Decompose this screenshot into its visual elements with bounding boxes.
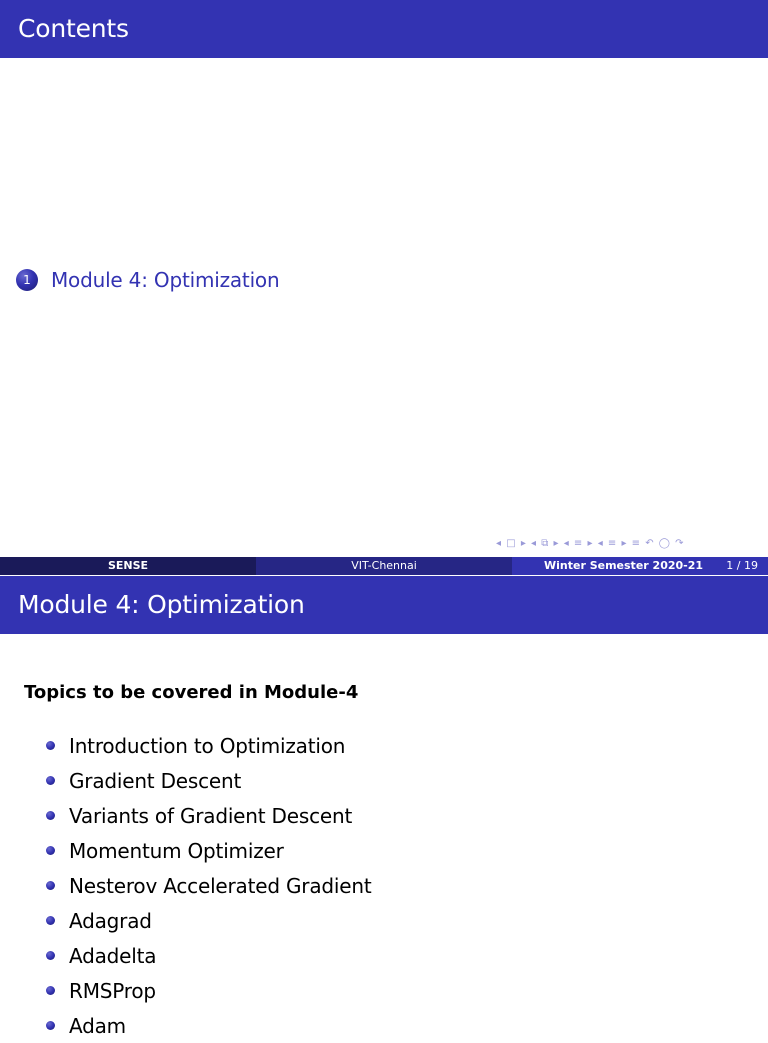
list-item [46, 833, 371, 868]
list-item [46, 728, 371, 763]
list-item-text: Momentum Optimizer [69, 838, 284, 863]
list-item [46, 903, 371, 938]
bullet-icon [46, 916, 55, 925]
bullet-icon [46, 986, 55, 995]
bullet-icon [46, 846, 55, 855]
bullet-icon [46, 951, 55, 960]
bullet-icon [46, 881, 55, 890]
footer-date: Winter Semester 2020-21 [544, 559, 704, 572]
beamer-navigation-symbols[interactable]: ◂ □ ▸ ◂ ⧉ ▸ ◂ ≡ ▸ ◂ ≡ ▸ ≡ ↶ ◯ ↷ [496, 538, 685, 549]
footline [0, 557, 768, 575]
bullet-icon [46, 1021, 55, 1030]
footer-author: SENSE [0, 557, 256, 575]
bullet-icon [46, 741, 55, 750]
list-item-text: Nesterov Accelerated Gradient [69, 873, 372, 898]
bullet-icon [46, 811, 55, 820]
list-item [46, 1008, 371, 1043]
topics-list [46, 728, 371, 1043]
list-item-text: Introduction to Optimization [69, 733, 346, 758]
frame-title: Contents [0, 0, 768, 58]
toc-number-ball: 1 [16, 269, 38, 291]
list-item-text: Variants of Gradient Descent [69, 803, 353, 828]
slide-module-4 [0, 576, 768, 1038]
bullet-icon [46, 776, 55, 785]
list-item [46, 973, 371, 1008]
list-item [46, 798, 371, 833]
topics-heading: Topics to be covered in Module-4 [24, 682, 359, 703]
toc-entry-label: Module 4: Optimization [51, 268, 280, 292]
frame-title: Module 4: Optimization [0, 576, 768, 634]
list-item [46, 763, 371, 798]
list-item-text: Adadelta [69, 943, 157, 968]
list-item-text: Adam [69, 1013, 126, 1038]
footer-page-number: 1 / 19 [726, 559, 758, 572]
list-item-text: Adagrad [69, 908, 152, 933]
toc-entry-1[interactable] [16, 266, 279, 294]
list-item-text: RMSProp [69, 978, 156, 1003]
list-item [46, 868, 371, 903]
footer-date-page [512, 557, 768, 575]
list-item-text: Gradient Descent [69, 768, 242, 793]
footer-institute: VIT-Chennai [256, 557, 512, 575]
list-item [46, 938, 371, 973]
